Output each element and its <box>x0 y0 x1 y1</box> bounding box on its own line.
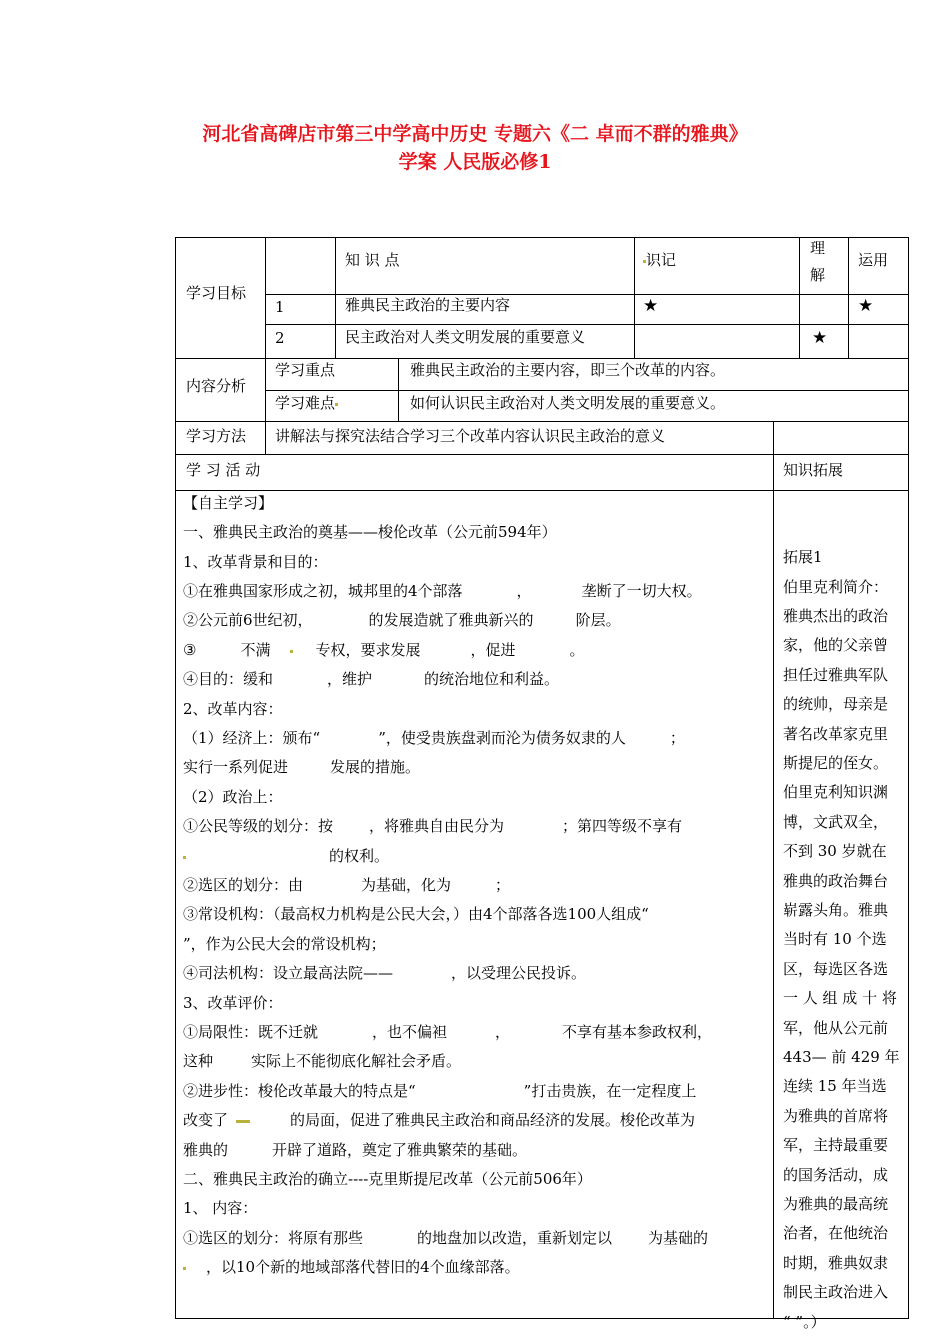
text-line: ③常设机构：（最高权力机构是公民大会，）由4个部落各选100人组成“ <box>183 905 649 923</box>
text-line: 3、改革评价： <box>183 994 283 1012</box>
objectives-label: 学习目标 <box>186 284 247 302</box>
text-line: ②进步性：梭伦改革最大的特点是“ ”打击贵族，在一定程度上 <box>183 1082 697 1100</box>
key-point-text: 雅典民主政治的主要内容，即三个改革的内容。 <box>410 361 726 379</box>
extension-line: 军，主持最重要 <box>783 1136 889 1154</box>
text-line: 一、雅典民主政治的奠基——梭伦改革（公元前594年） <box>183 523 557 541</box>
star-understand: ★ <box>812 328 828 348</box>
objective-text: 雅典民主政治的主要内容 <box>345 296 511 314</box>
mark-dot <box>335 403 338 406</box>
extension-line: 443— 前 429 年 <box>783 1048 900 1066</box>
extension-line: 为雅典的首席将 <box>783 1107 889 1125</box>
method-text: 讲解法与探究法结合学习三个改革内容认识民主政治的意义 <box>275 427 666 445</box>
text-line: 1、 内容： <box>183 1199 258 1217</box>
text-line: ”，作为公民大会的常设机构； <box>183 935 386 953</box>
text-line: ②选区的划分：由 为基础，化为 ； <box>183 876 511 894</box>
text-line: 改变了 的局面，促进了雅典民主政治和商品经济的发展。梭伦改革为 <box>183 1111 696 1129</box>
text-line: 雅典的 开辟了道路，奠定了雅典繁荣的基础。 <box>183 1141 528 1159</box>
text-line: ①局限性：既不迁就 ，也不偏袒 ， 不享有基本参政权利， <box>183 1023 713 1041</box>
star-apply: ★ <box>858 296 874 316</box>
remember-header: 识记 <box>643 250 676 270</box>
extension-line: 博，文武双全， <box>783 813 889 831</box>
difficult-point-label: 学习难点 <box>275 393 338 413</box>
extension-line: 时期，雅典奴隶 <box>783 1254 889 1272</box>
text-line: （2）政治上： <box>183 788 283 806</box>
extension-line: 雅典杰出的政治 <box>783 607 889 625</box>
star-remember: ★ <box>643 296 659 316</box>
objective-no: 1 <box>275 298 285 316</box>
extension-line: 担任过雅典军队 <box>783 666 889 684</box>
text-line: （1）经济上：颁布“ ”，使受贵族盘剥而沦为债务奴隶的人 ； <box>183 729 685 747</box>
extension-line: 制民主政治进入 <box>783 1283 889 1301</box>
extension-line: 家，他的父亲曾 <box>783 636 889 654</box>
text-line: ②公元前6世纪初， 的发展造就了雅典新兴的 阶层。 <box>183 611 621 629</box>
mark-dot <box>290 650 293 653</box>
document-title-line1: 河北省高碑店市第三中学高中历史 专题六《二 卓而不群的雅典》 <box>202 123 748 145</box>
text-line: 实行一系列促进 发展的措施。 <box>183 758 421 776</box>
extension-line: 伯里克利知识渊 <box>783 783 889 801</box>
objective-no: 2 <box>275 329 285 347</box>
understand-header-2: 解 <box>810 266 826 284</box>
text-line: ，以10个新的地域部落代替旧的4个血缘部落。 <box>183 1253 765 1282</box>
text-line: ④目的：缓和 ，维护 的统治地位和利益。 <box>183 670 560 688</box>
extension-line: 拓展1 <box>783 548 823 566</box>
extension-line: 一 人 组 成 十 将 <box>783 989 897 1007</box>
understand-header-1: 理 <box>810 239 826 257</box>
extension-line: 不到 30 岁就在 <box>783 842 887 860</box>
extension-line: “ ”。） <box>783 1313 826 1331</box>
text-line: ④司法机构：设立最高法院—— ，以受理公民投诉。 <box>183 964 587 982</box>
extension-label: 知识拓展 <box>783 461 844 479</box>
extension-line: 崭露头角。雅典 <box>783 901 889 919</box>
activity-label: 学 习 活 动 <box>186 461 261 479</box>
text-line: 二、雅典民主政治的确立----克里斯提尼改革（公元前506年） <box>183 1170 592 1188</box>
extension-line: 雅典的政治舞台 <box>783 872 889 890</box>
text-line: ①公民等级的划分：按 ，将雅典自由民分为 ；第四等级不享有 <box>183 817 683 835</box>
text-line: ①选区的划分：将原有那些 的地盘加以改造，重新划定以 为基础的 <box>183 1229 709 1247</box>
mark-dot <box>236 1120 250 1123</box>
text-line: 的权利。 <box>183 842 765 871</box>
extension-line: 治者，在他统治 <box>783 1224 889 1242</box>
text-line: ③ 不满 专权，要求发展 ，促进 。 <box>183 641 585 659</box>
extension-line: 连续 15 年当选 <box>783 1077 887 1095</box>
extension-line: 伯里克利简介： <box>783 578 889 596</box>
knowledge-header: 知 识 点 <box>345 251 400 269</box>
text-line: ①在雅典国家形成之初，城邦里的4个部落 ， 垄断了一切大权。 <box>183 582 702 600</box>
apply-header: 运用 <box>858 251 889 269</box>
mark-dot <box>183 856 186 859</box>
text-line: 这种 实际上不能彻底化解社会矛盾。 <box>183 1052 462 1070</box>
extension-line: 军，他从公元前 <box>783 1019 889 1037</box>
text-line: 2、改革内容： <box>183 700 283 718</box>
extension-line: 斯提尼的侄女。 <box>783 754 889 772</box>
objective-text: 民主政治对人类文明发展的重要意义 <box>345 328 586 346</box>
mark-dot <box>183 1267 186 1270</box>
extension-line: 的统帅，母亲是 <box>783 695 889 713</box>
text-line: 1、改革背景和目的： <box>183 553 328 571</box>
analysis-label: 内容分析 <box>186 377 247 395</box>
extension-line: 著名改革家克里 <box>783 725 889 743</box>
extension-line: 的国务活动，成 <box>783 1166 889 1184</box>
extension-line: 为雅典的最高统 <box>783 1195 889 1213</box>
method-label: 学习方法 <box>186 427 247 445</box>
extension-line: 当时有 10 个选 <box>783 930 887 948</box>
document-title-line2: 学案 人民版必修1 <box>398 151 552 173</box>
extension-line: 区，每选区各选 <box>783 960 889 978</box>
key-point-label: 学习重点 <box>275 361 336 379</box>
text-line: 【自主学习】 <box>183 494 274 512</box>
difficult-point-text: 如何认识民主政治对人类文明发展的重要意义。 <box>410 394 726 412</box>
